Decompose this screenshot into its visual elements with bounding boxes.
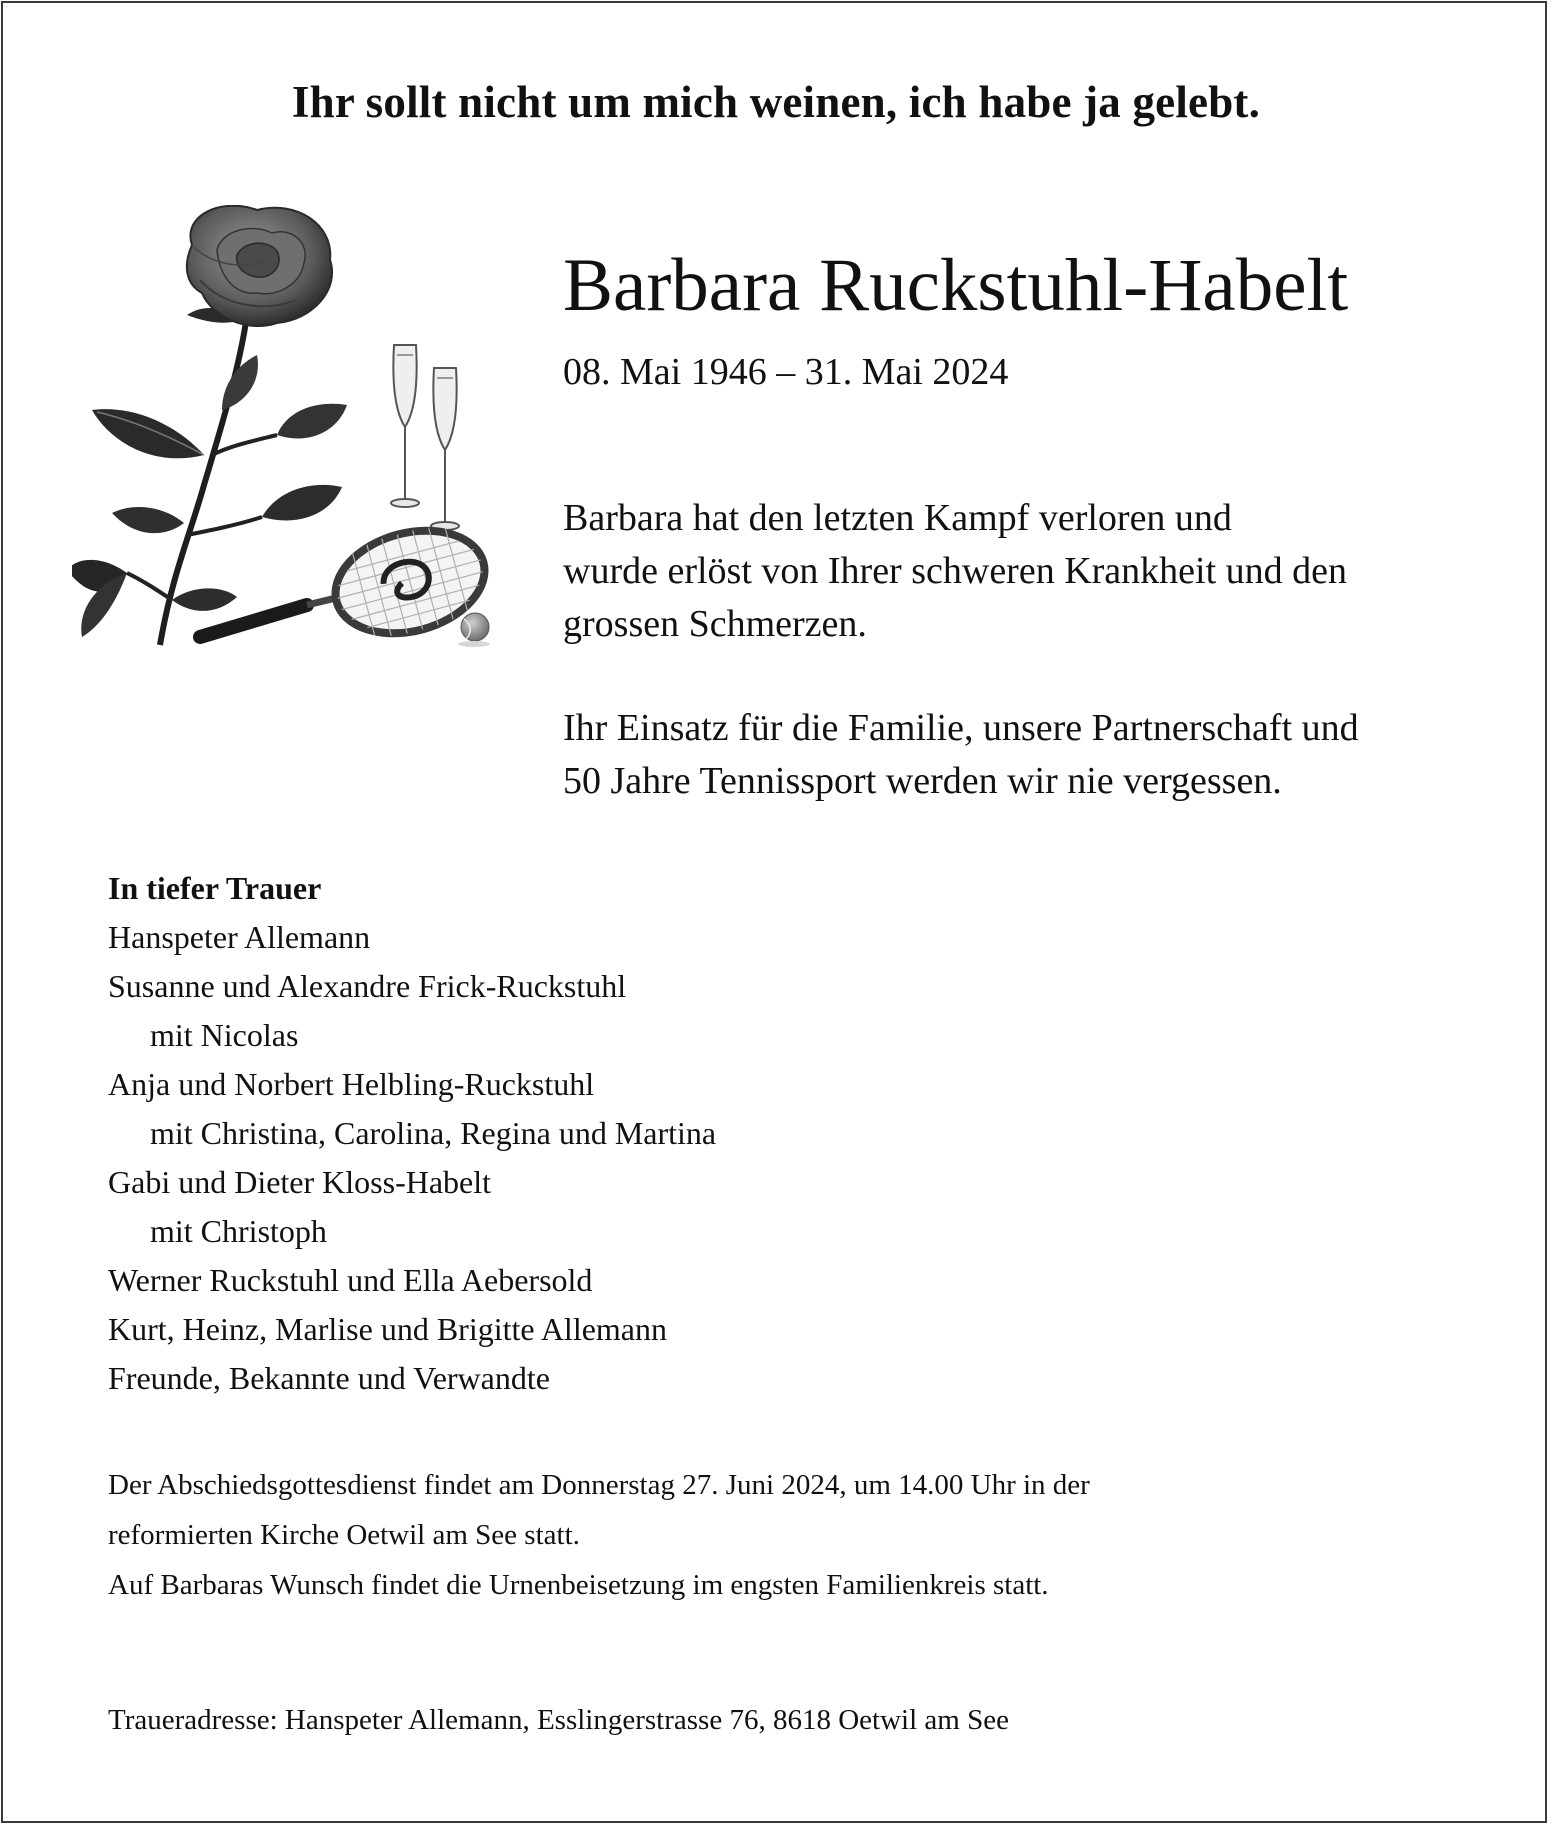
- mourning-address: Traueradresse: Hanspeter Allemann, Esslingerstrasse 76, 8618 Oetwil am See: [108, 1704, 1009, 1736]
- mourner-line-indented: mit Christina, Carolina, Regina und Martina: [150, 1115, 717, 1151]
- message-line: Barbara hat den letzten Kampf verloren und: [563, 497, 1232, 539]
- tennis-racket-icon: [200, 515, 496, 649]
- tennis-ball-icon: [458, 613, 490, 647]
- mourner-line: Werner Ruckstuhl und Ella Aebersold: [108, 1262, 593, 1298]
- mourner-line-indented: mit Nicolas: [150, 1017, 299, 1053]
- service-info: [108, 1460, 1090, 1610]
- champagne-glasses-icon: [391, 345, 459, 530]
- illustration: [72, 205, 512, 655]
- mourners-list: [108, 864, 716, 1403]
- service-line: reformierten Kirche Oetwil am See statt.: [108, 1519, 580, 1551]
- message-line: wurde erlöst von Ihrer schweren Krankheit und den: [563, 550, 1348, 592]
- service-line: Auf Barbaras Wunsch findet die Urnenbeisetzung im engsten Familienkreis statt.: [108, 1569, 1049, 1601]
- mourners-heading: In tiefer Trauer: [108, 870, 322, 906]
- mourner-line: Gabi und Dieter Kloss-Habelt: [108, 1164, 492, 1200]
- message-line: Ihr Einsatz für die Familie, unsere Partnerschaft und: [563, 707, 1359, 749]
- mourner-line: Freunde, Bekannte und Verwandte: [108, 1360, 550, 1396]
- message-line: 50 Jahre Tennissport werden wir nie vergessen.: [563, 760, 1282, 802]
- message-line: grossen Schmerzen.: [563, 603, 867, 645]
- message-paragraph-2: [563, 702, 1359, 808]
- deceased-name: Barbara Ruckstuhl-Habelt: [563, 244, 1349, 327]
- mourner-line-indented: mit Christoph: [150, 1213, 327, 1249]
- mourner-line: Anja und Norbert Helbling-Ruckstuhl: [108, 1066, 595, 1102]
- mourner-line: Susanne und Alexandre Frick-Ruckstuhl: [108, 968, 627, 1004]
- life-dates: 08. Mai 1946 – 31. Mai 2024: [563, 351, 1009, 393]
- mourner-line: Hanspeter Allemann: [108, 919, 371, 955]
- rose-icon: [72, 206, 347, 645]
- service-line: Der Abschiedsgottesdienst findet am Donnerstag 27. Juni 2024, um 14.00 Uhr in der: [108, 1469, 1090, 1501]
- message-paragraph-1: [563, 492, 1347, 651]
- motto: Ihr sollt nicht um mich weinen, ich habe ja gelebt.: [291, 77, 1261, 127]
- mourner-line: Kurt, Heinz, Marlise und Brigitte Allemann: [108, 1311, 667, 1347]
